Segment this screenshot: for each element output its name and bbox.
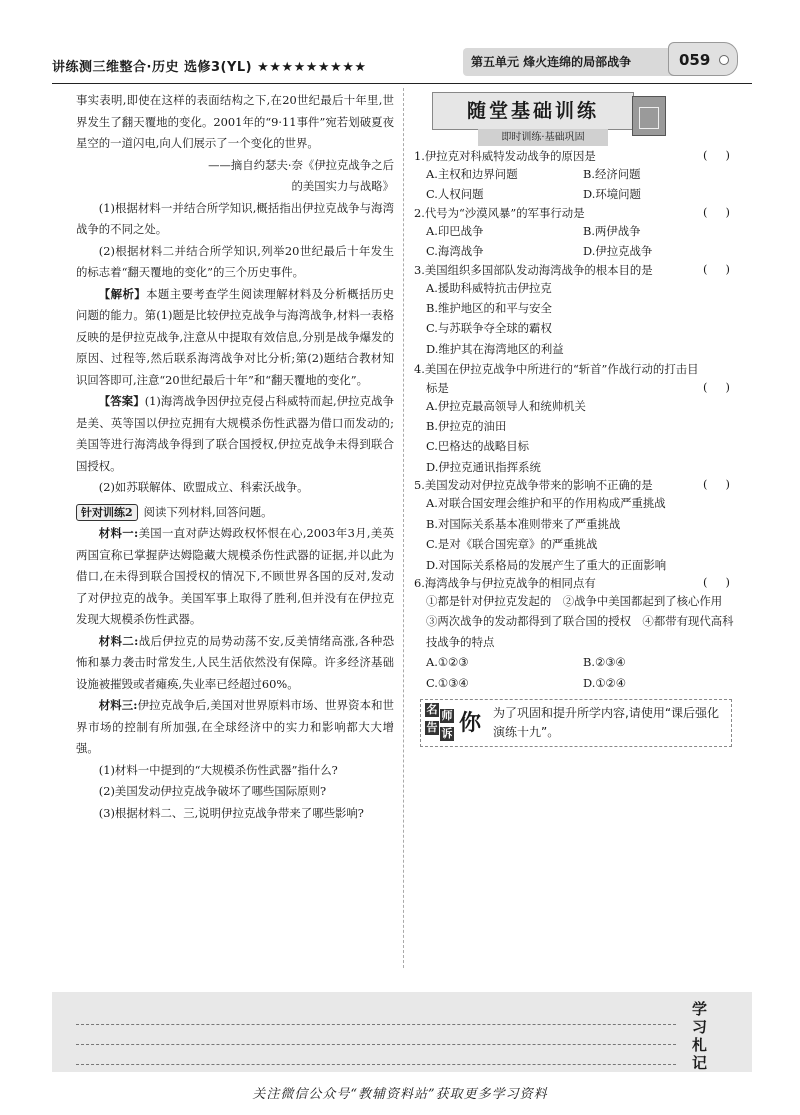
question-1-options [414,164,740,205]
mc-question-3: 3.美国组织多国部队发动海湾战争的根本目的是 [414,262,653,277]
tip-char: 诉 [441,726,453,740]
question-2: (2)根据材料二并结合所学知识,列举20世纪最后十年发生的标志着“翻天覆地的变化”的三个历史事件。 [76,243,394,279]
training-question-3: (3)根据材料二、三,说明伊拉克战争带来了哪些影响? [98,805,364,820]
tip-char: 告 [426,720,438,734]
material-paragraph: 事实表明,即使在这样的表面结构之下,在20世纪最后十年里,世界发生了翻天覆地的变化。2001年的“9·11事件”宛若划破夏夜星空的一道闪电,向人们展示了一个变化的世界。 [76,93,394,150]
tip-text: 为了巩固和提升所学内容,请使用“课后强化演练十九”。 [493,705,720,739]
tip-char: 师 [441,708,453,722]
training-question-2: (2)美国发动伊拉克战争破坏了哪些国际原则? [98,784,327,798]
option-a: A.伊拉克最高领导人和统帅机关 [426,398,586,413]
note-line [76,1024,676,1025]
note-line [76,1064,676,1065]
answer-blank: ( ) [703,574,730,589]
option-a: A.①②③ [426,655,469,670]
option-c: C.是对《联合国宪章》的严重挑战 [426,537,598,552]
header-rule [52,83,752,84]
question-5-row [414,477,740,493]
option-b: B.伊拉克的油田 [426,419,507,434]
material-3 [76,695,394,760]
option-b: B.经济问题 [583,167,641,181]
material-2-label: 材料二: [98,633,139,648]
question-2-options [414,221,740,262]
answer-text: (1)海湾战争因伊拉克侵占科威特而起,伊拉克战争是美、英等国以伊拉克拥有大规模杀伤性武器为借口而发动的;美国等进行海湾战争得到了联合国授权,伊拉克战争未得到联合国授权。 [76,394,394,473]
option-d: D.伊拉克通讯指挥系统 [426,459,541,474]
study-notes-area [52,992,752,1072]
option-d: D.伊拉克战争 [583,244,653,259]
answer-2: (2)如苏联解体、欧盟成立、科索沃战争。 [98,480,309,494]
source-line-2: 的美国实力与战略》 [291,179,394,193]
analysis-text: 本题主要考查学生阅读理解材料及分析概括历史问题的能力。第(1)题是比较伊拉克战争与海湾战争,材料一表格反映的是伊拉克战争,注意从中提取有效信息,分别是战争爆发的原因、过程等,然后联系海湾战争对比分析;第(2)题结合教材知识回答即可,注意“20世纪最后十年”和“翻天覆地的变化”。 [76,286,394,387]
option-b: B.对国际关系基本准则带来了严重挑战 [426,516,621,531]
question-2-row [414,205,740,221]
answer-blank: ( ) [703,261,730,276]
training-question-1: (1)材料一中提到的“大规模杀伤性武器”指什么? [98,762,338,777]
mc-question-2: 2.代号为“沙漠风暴”的军事行动是 [414,205,585,220]
footer-watermark: 关注微信公众号“教辅资料站”获取更多学习资料 [252,1087,548,1102]
banner-title: 随堂基础训练 [432,92,634,130]
training-heading [76,502,394,524]
option-c: C.与苏联争夺全球的霸权 [426,321,552,336]
right-column [414,92,740,747]
banner-subtitle: 即时训练·基础巩固 [478,129,608,146]
mc-question-4-line-1: 4.美国在伊拉克战争中所进行的“斩首”作战行动的打击目 [414,362,699,377]
option-c: C.巴格达的战略目标 [426,439,530,454]
mc-question-4-line-2: 标是 [426,380,449,395]
option-b: B.维护地区的和平与安全 [426,301,552,316]
option-c: C.人权问题 [426,187,484,202]
question-3-row [414,262,740,278]
question-4-row [414,380,740,396]
answer-blank: ( ) [703,148,730,162]
option-d: D.维护其在海湾地区的利益 [426,341,564,356]
material-1 [76,523,394,631]
page-header [0,38,800,82]
mc-question-5: 5.美国发动对伊拉克战争带来的影响不正确的是 [414,478,653,493]
option-a: A.对联合国安理会维护和平的作用构成严重挑战 [426,496,666,511]
book-title: 讲练测三维整合·历史 选修3(YL) ★★★★★★★★★ [52,60,367,75]
question-6-statements: ①都是针对伊拉克发起的 ②战争中美国都起到了核心作用 ③两次战争的发动都得到了联合国的授权 ④都带有现代高科技战争的特点 [426,593,734,649]
option-a: A.主权和边界问题 [426,167,518,181]
material-3-label: 材料三: [98,698,138,712]
tip-you: 你 [459,709,482,736]
option-b: B.②③④ [583,655,626,670]
option-c: C.海湾战争 [426,244,484,259]
unit-title: 第五单元 烽火连绵的局部战争 [463,48,689,76]
option-c: C.①③④ [426,675,469,690]
option-d: D.环境问题 [583,187,641,202]
page-number: 059 [679,51,711,69]
option-d: D.①②④ [583,675,626,690]
question-1-row [414,148,740,164]
teacher-tip-box [420,699,732,747]
training-badge: 针对训练2 [76,504,138,521]
question-6-options [414,652,740,693]
tag-hole-icon [719,55,729,65]
answer-blank: ( ) [703,477,730,492]
answer-blank: ( ) [703,379,730,394]
column-divider [403,88,404,968]
material-1-text: 美国一直对萨达姆政权怀恨在心,2003年3月,美英两国宣称已掌握萨达姆隐藏大规模杀伤性武器的证据,并以此为借口,在未得到联合国授权的情况下,不顾世界各国的反对,发动了对伊拉克的战争。美国军事上取得了胜利,但并没有在伊拉克发现大规模杀伤性武器。 [76,526,394,626]
section-banner [432,92,664,148]
analysis [76,284,394,392]
analysis-label: 【解析】 [98,286,147,301]
study-notes-label: 学习札记 [692,1000,708,1072]
answer [76,391,394,477]
note-line [76,1044,676,1045]
option-b: B.两伊战争 [583,223,641,238]
mc-question-1: 1.伊拉克对科威特发动战争的原因是 [414,149,596,163]
material-2-text: 战后伊拉克的局势动荡不安,反美情绪高涨,各种恐怖和暴力袭击时常发生,人民生活依然没有保障。许多经济基础设施被摧毁或者瘫痪,失业率已经超过60%。 [76,633,394,691]
answer-label: 【答案】 [98,394,145,408]
material-3-text: 伊拉克战争后,美国对世界原料市场、世界资本和世界市场的控制有所加强,在全球经济中的实力和影响都大大增强。 [76,698,394,755]
training-intro: 阅读下列材料,回答问题。 [143,504,273,519]
left-column [76,90,394,824]
option-a: A.印巴战争 [426,223,484,238]
question-6-row [414,575,740,591]
question-1: (1)根据材料一并结合所学知识,概括指出伊拉克战争与海湾战争的不同之处。 [76,200,394,236]
source-line-1: ——摘自约瑟夫·奈《伊拉克战争之后 [208,157,394,172]
page-number-tag [668,42,738,76]
material-1-label: 材料一: [98,526,139,540]
building-photo-icon [632,96,666,136]
option-a: A.援助科威特抗击伊拉克 [426,280,552,295]
tip-char: 名 [426,702,438,716]
material-2 [76,631,394,696]
option-d: D.对国际关系格局的发展产生了重大的正面影响 [426,557,667,572]
mc-question-6: 6.海湾战争与伊拉克战争的相同点有 [414,575,596,590]
answer-blank: ( ) [703,204,730,219]
